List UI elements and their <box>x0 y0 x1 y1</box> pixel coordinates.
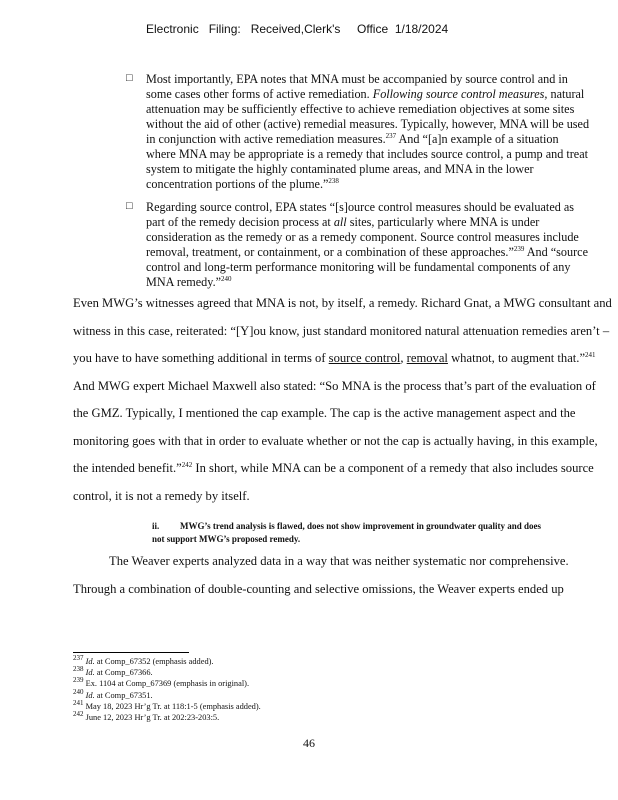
bullet-marker: □ <box>126 200 133 212</box>
filing-header: Electronic Filing: Received,Clerk's Office 1/18/2024 <box>146 22 449 36</box>
bullet-marker: □ <box>126 72 133 84</box>
footnote-text: June 12, 2023 Hr’g Tr. at 202:23-203:5. <box>85 713 220 723</box>
footnote-ref[interactable]: 239 <box>513 244 525 253</box>
footnote-number: 240 <box>73 687 84 696</box>
footnote-text: at Comp_67351. <box>94 690 153 700</box>
paragraph-text: The Weaver experts analyzed data in a way that was neither systematic nor comprehensive. Through a combination of double-counting and selective omissions, the Weaver experts ended up <box>73 554 569 596</box>
footnote <box>73 701 261 712</box>
bullet-text: And “source control and long-term performance monitoring will be fundamental components of any MNA remedy.” <box>146 245 588 289</box>
bullet-item <box>146 72 590 192</box>
footnote-text: Ex. 1104 at Comp_67369 (emphasis in original). <box>85 679 250 689</box>
footnote-ref[interactable]: 238 <box>328 176 339 185</box>
footnote-ref[interactable]: 241 <box>585 350 596 359</box>
footnote-ref[interactable]: 237 <box>385 131 397 140</box>
footnotes <box>73 656 261 723</box>
footnote-number: 241 <box>73 699 84 708</box>
paragraph-text: And MWG expert Michael Maxwell also stated: “So MNA is the process that’s part of the evaluation of the GMZ. Typically, I mentioned the cap example. The cap is the active management aspect and the monitoring goes with that in order to evaluate whether or not the cap is actually having, in this example, the intended benefit.” <box>73 378 598 475</box>
paragraph-text: Even MWG’s witnesses agreed that MNA is not, by itself, a remedy. Richard Gnat, a MWG consultant and witness in this case, reiterated: “[Y]ou know, just standard monitored natural attenuation remedies aren’t – you have to have something additional in terms of <box>73 296 612 365</box>
bullet-text: natural attenuation may be sufficiently effective to achieve remediation objectives at some sites without the aid of other (active) remedial measures. Typically, however, MNA will be used in conjunction with active remediation measures. <box>146 87 590 146</box>
footnote-text: at Comp_67352 (emphasis added). <box>94 657 214 666</box>
footnote-ref[interactable]: 240 <box>221 274 232 283</box>
bullet-text: And “[a]n example of a situation where MNA may be appropriate is a remedy that includes source control, a pump and treat system to mitigate the highly contaminated plume areas, and MNA in the lower concentration portions of the plume.” <box>146 132 588 191</box>
footnote <box>73 667 261 678</box>
body-paragraph <box>73 290 613 510</box>
footnote-number: 237 <box>73 654 84 663</box>
bullet-text: sites, particularly where MNA is under consideration as the remedy or as a remedy component. Source control measures include removal, treatment, or containment, or a combination of these approaches.” <box>146 215 579 259</box>
bullet-item <box>146 200 590 290</box>
bullet-text: Regarding source control, EPA states “[s]ource control measures should be evaluated as part of the remedy decision process at <box>146 200 575 229</box>
footnote-ref[interactable]: 242 <box>181 460 193 469</box>
underlined-text: source control <box>328 351 401 365</box>
paragraph-text: whatnot, to augment that.” <box>447 351 586 365</box>
footnote-number: 238 <box>73 665 84 674</box>
bullet-emphasis: all <box>333 215 347 229</box>
footnote-italic: Id. <box>85 657 95 666</box>
footnote-number: 239 <box>73 676 84 685</box>
bullet-text: Most importantly, EPA notes that MNA must be accompanied by source control and in some cases other forms of active remediation. <box>146 72 568 101</box>
footnote-italic: Id. <box>85 690 95 700</box>
footnote <box>73 687 261 701</box>
footnote-divider <box>73 652 189 653</box>
body-paragraph <box>73 548 613 603</box>
paragraph-text: In short, while MNA can be a component of a remedy that also includes source control, it is not a remedy by itself. <box>73 461 594 503</box>
paragraph-text: , <box>400 351 407 365</box>
footnote-italic: Id. <box>85 668 95 678</box>
footnote <box>73 656 261 667</box>
footnote <box>73 678 261 689</box>
bullet-emphasis: Following source control measures, <box>372 87 548 101</box>
footnote-text: at Comp_67366. <box>94 668 153 678</box>
subheading-text: MWG’s trend analysis is flawed, does not show improvement in groundwater quality and does not support MWG’s proposed remedy. <box>152 521 542 544</box>
subheading-number: ii. <box>152 521 160 531</box>
footnote <box>73 712 261 723</box>
page-number: 46 <box>303 736 315 750</box>
section-subheading <box>152 520 552 546</box>
footnote-text: May 18, 2023 Hr’g Tr. at 118:1-5 (emphasis added). <box>85 701 261 711</box>
footnote-number: 242 <box>73 710 84 719</box>
underlined-text: removal <box>406 351 448 365</box>
